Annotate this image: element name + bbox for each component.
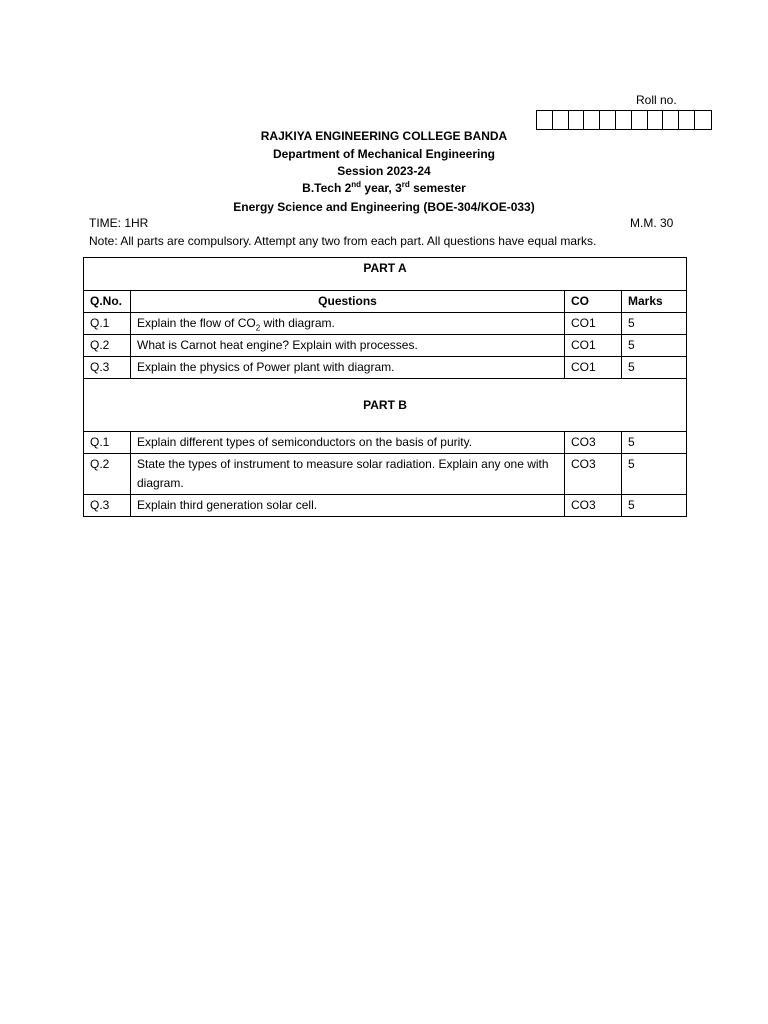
co-cell: CO3 (565, 432, 622, 454)
qno-cell: Q.3 (84, 357, 131, 379)
department-name: Department of Mechanical Engineering (272, 147, 496, 161)
table-row (84, 454, 687, 495)
marks-cell: 5 (622, 454, 687, 495)
roll-number-box[interactable] (584, 111, 600, 129)
question-table (83, 257, 687, 517)
roll-number-box[interactable] (695, 111, 711, 129)
question-cell: Explain the physics of Power plant with diagram. (131, 357, 565, 379)
marks-cell: 5 (622, 357, 687, 379)
question-cell: Explain third generation solar cell. (131, 495, 565, 517)
exam-time: TIME: 1HR (89, 216, 149, 230)
question-cell: What is Carnot heat engine? Explain with processes. (131, 335, 565, 357)
marks-cell: 5 (622, 335, 687, 357)
co-cell: CO3 (565, 495, 622, 517)
instructions-note: Note: All parts are compulsory. Attempt any two from each part. All questions have equal marks. (89, 234, 597, 248)
question-cell: State the types of instrument to measure solar radiation. Explain any one with diagram. (131, 454, 565, 495)
marks-cell: 5 (622, 495, 687, 517)
qno-cell: Q.2 (84, 335, 131, 357)
session: Session 2023-24 (337, 164, 431, 178)
table-row (84, 432, 687, 454)
roll-number-box[interactable] (569, 111, 585, 129)
part-b-title: PART B (84, 379, 687, 432)
qno-cell: Q.1 (84, 313, 131, 335)
part-a-title: PART A (84, 258, 687, 291)
header-marks: Marks (622, 291, 687, 313)
roll-number-box[interactable] (553, 111, 569, 129)
co-cell: CO1 (565, 357, 622, 379)
roll-number-box[interactable] (616, 111, 632, 129)
marks-cell: 5 (622, 432, 687, 454)
question-cell: Explain the flow of $CO_2$ with diagram. (131, 313, 565, 335)
table-row (84, 357, 687, 379)
max-marks: M.M. 30 (630, 216, 674, 230)
subject-title: Energy Science and Engineering (BOE-304/KOE-033) (233, 200, 535, 214)
marks-cell: 5 (622, 313, 687, 335)
roll-number-box[interactable] (679, 111, 695, 129)
roll-number-box[interactable] (663, 111, 679, 129)
roll-number-boxes[interactable] (536, 110, 712, 130)
co-cell: CO3 (565, 454, 622, 495)
qno-cell: Q.1 (84, 432, 131, 454)
roll-number-label: Roll no. (636, 93, 677, 107)
table-row (84, 313, 687, 335)
roll-number-box[interactable] (600, 111, 616, 129)
question-cell: Explain different types of semiconductors on the basis of purity. (131, 432, 565, 454)
qno-cell: Q.2 (84, 454, 131, 495)
co-cell: CO1 (565, 313, 622, 335)
table-header-row (84, 291, 687, 313)
table-row (84, 335, 687, 357)
header-qno: Q.No. (84, 291, 131, 313)
table-row (84, 495, 687, 517)
qno-cell: Q.3 (84, 495, 131, 517)
co-cell: CO1 (565, 335, 622, 357)
roll-number-box[interactable] (537, 111, 553, 129)
header-co: CO (565, 291, 622, 313)
course-line: B.Tech 2nd year, 3rd semester (302, 180, 466, 195)
roll-number-box[interactable] (648, 111, 664, 129)
header-questions: Questions (131, 291, 565, 313)
college-name: RAJKIYA ENGINEERING COLLEGE BANDA (260, 129, 508, 143)
roll-number-box[interactable] (632, 111, 648, 129)
